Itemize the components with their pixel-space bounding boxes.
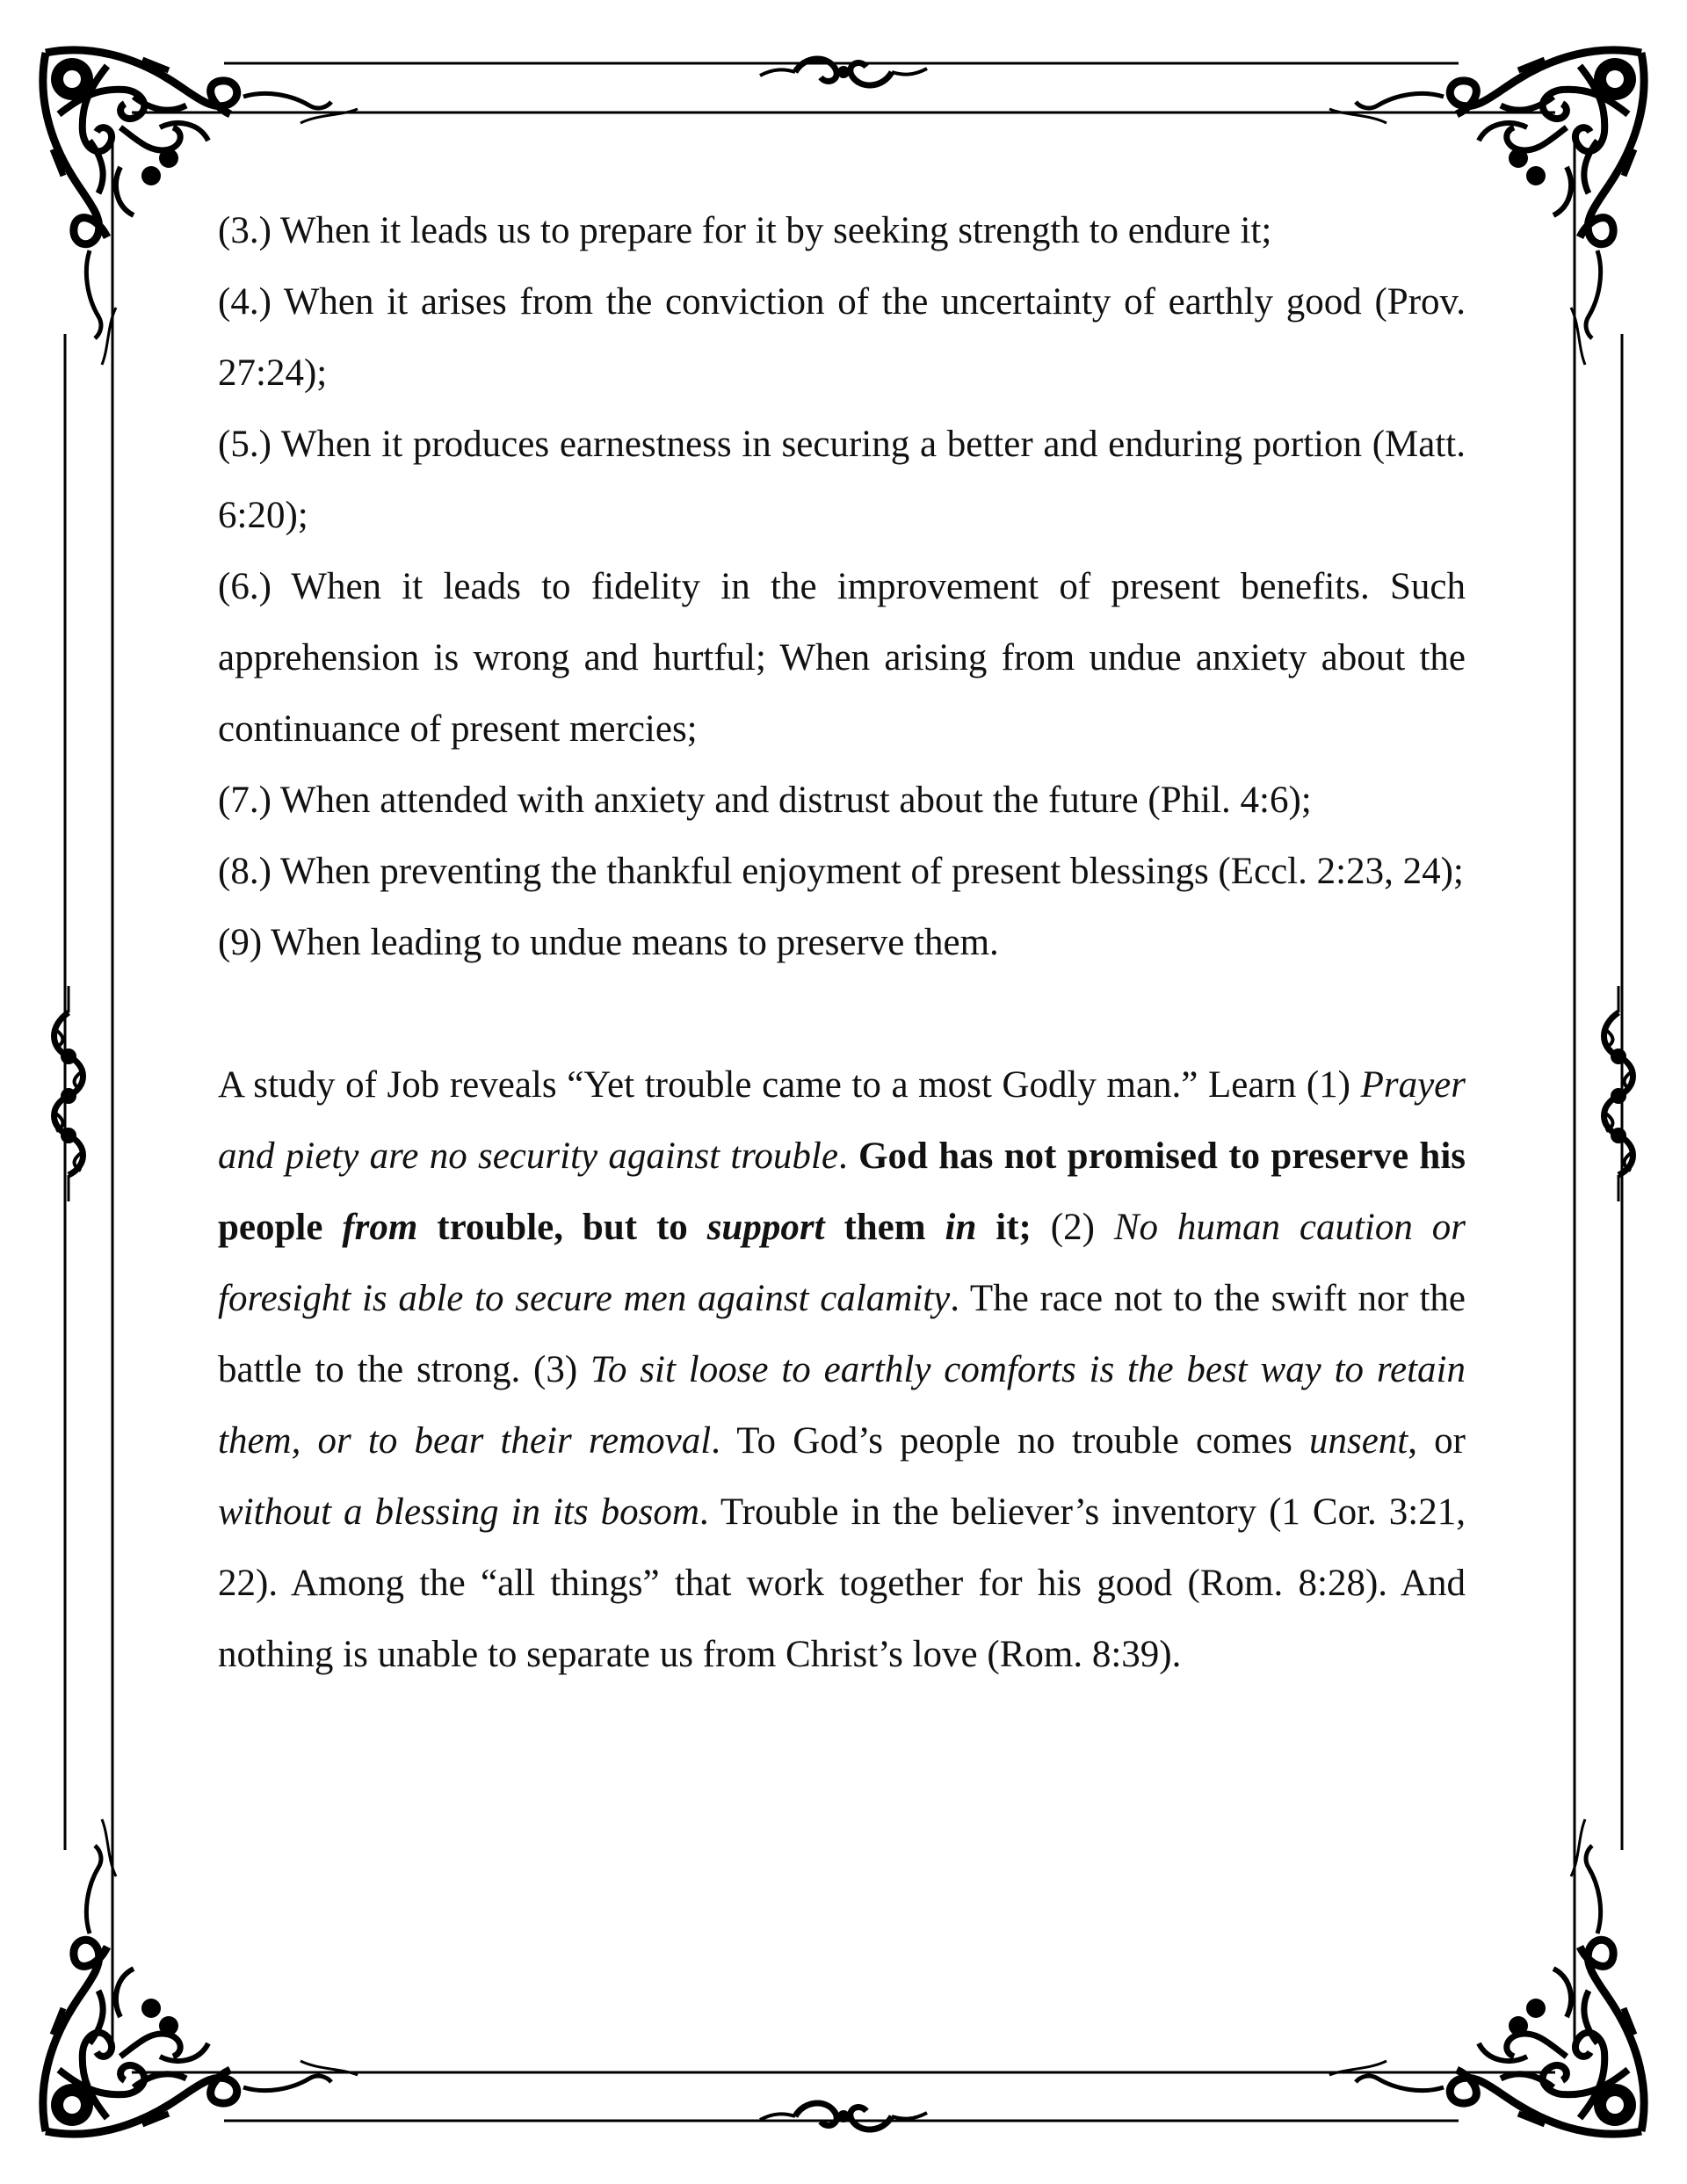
text-segment: . Trouble in the believer’s inventory (1 Cor. 3:21, 22). Among the “all things” that work together for his good (Rom. 8:28). And nothing is unable to separate us from Christ’s love (Rom. 8:39). <box>218 1491 1466 1675</box>
text-segment: A study of Job reveals “Yet trouble came to a most Godly man.” Learn (1) <box>218 1064 1361 1106</box>
text-segment: unsent <box>1308 1420 1408 1462</box>
list-item: (3.) When it leads us to prepare for it by seeking strength to endure it; <box>218 210 1272 251</box>
list-item: (9) When leading to undue means to preserve them. <box>218 922 999 963</box>
text-segment: it; <box>976 1207 1032 1248</box>
text-segment: from <box>342 1207 418 1248</box>
text-segment: . To God’s people no trouble comes <box>711 1420 1309 1462</box>
paragraph-gap <box>218 978 1466 1049</box>
list-item: (8.) When preventing the thankful enjoyment of present blessings (Eccl. 2:23, 24); <box>218 851 1464 892</box>
text-segment: To sit loose to earthly comforts is the best way to retain them, or to bear their removal <box>218 1349 1466 1462</box>
text-segment: . <box>837 1136 859 1177</box>
text-segment: support <box>706 1207 825 1248</box>
text-segment: No human caution or foresight is able to secure men against calamity <box>218 1207 1466 1319</box>
list-item: (4.) When it arises from the conviction of the uncertainty of earthly good (Prov. 27:24); <box>218 281 1466 394</box>
text-segment: them <box>824 1207 945 1248</box>
text-segment: without a blessing in its bosom <box>218 1491 699 1533</box>
list-item: (6.) When it leads to fidelity in the improvement of present benefits. Such apprehension is wrong and hurtful; When arising from undue anxiety about the continuance of present mercies; <box>218 566 1466 750</box>
text-segment: God has not promised to preserve his people <box>218 1136 1466 1248</box>
numbered-list <box>218 195 1466 978</box>
text-segment: in <box>945 1207 977 1248</box>
text-segment: trouble, but to <box>417 1207 707 1248</box>
page-content <box>218 195 1466 1690</box>
text-segment: Prayer and piety are no security against trouble <box>218 1064 1466 1177</box>
text-segment: , or <box>1408 1420 1466 1462</box>
list-item: (7.) When attended with anxiety and distrust about the future (Phil. 4:6); <box>218 780 1312 821</box>
text-segment: (2) <box>1031 1207 1114 1248</box>
job-study-paragraph <box>218 1049 1466 1690</box>
list-item: (5.) When it produces earnestness in securing a better and enduring portion (Matt. 6:20); <box>218 424 1466 536</box>
text-segment: . The race not to the swift nor the battle to the strong. (3) <box>218 1278 1466 1390</box>
